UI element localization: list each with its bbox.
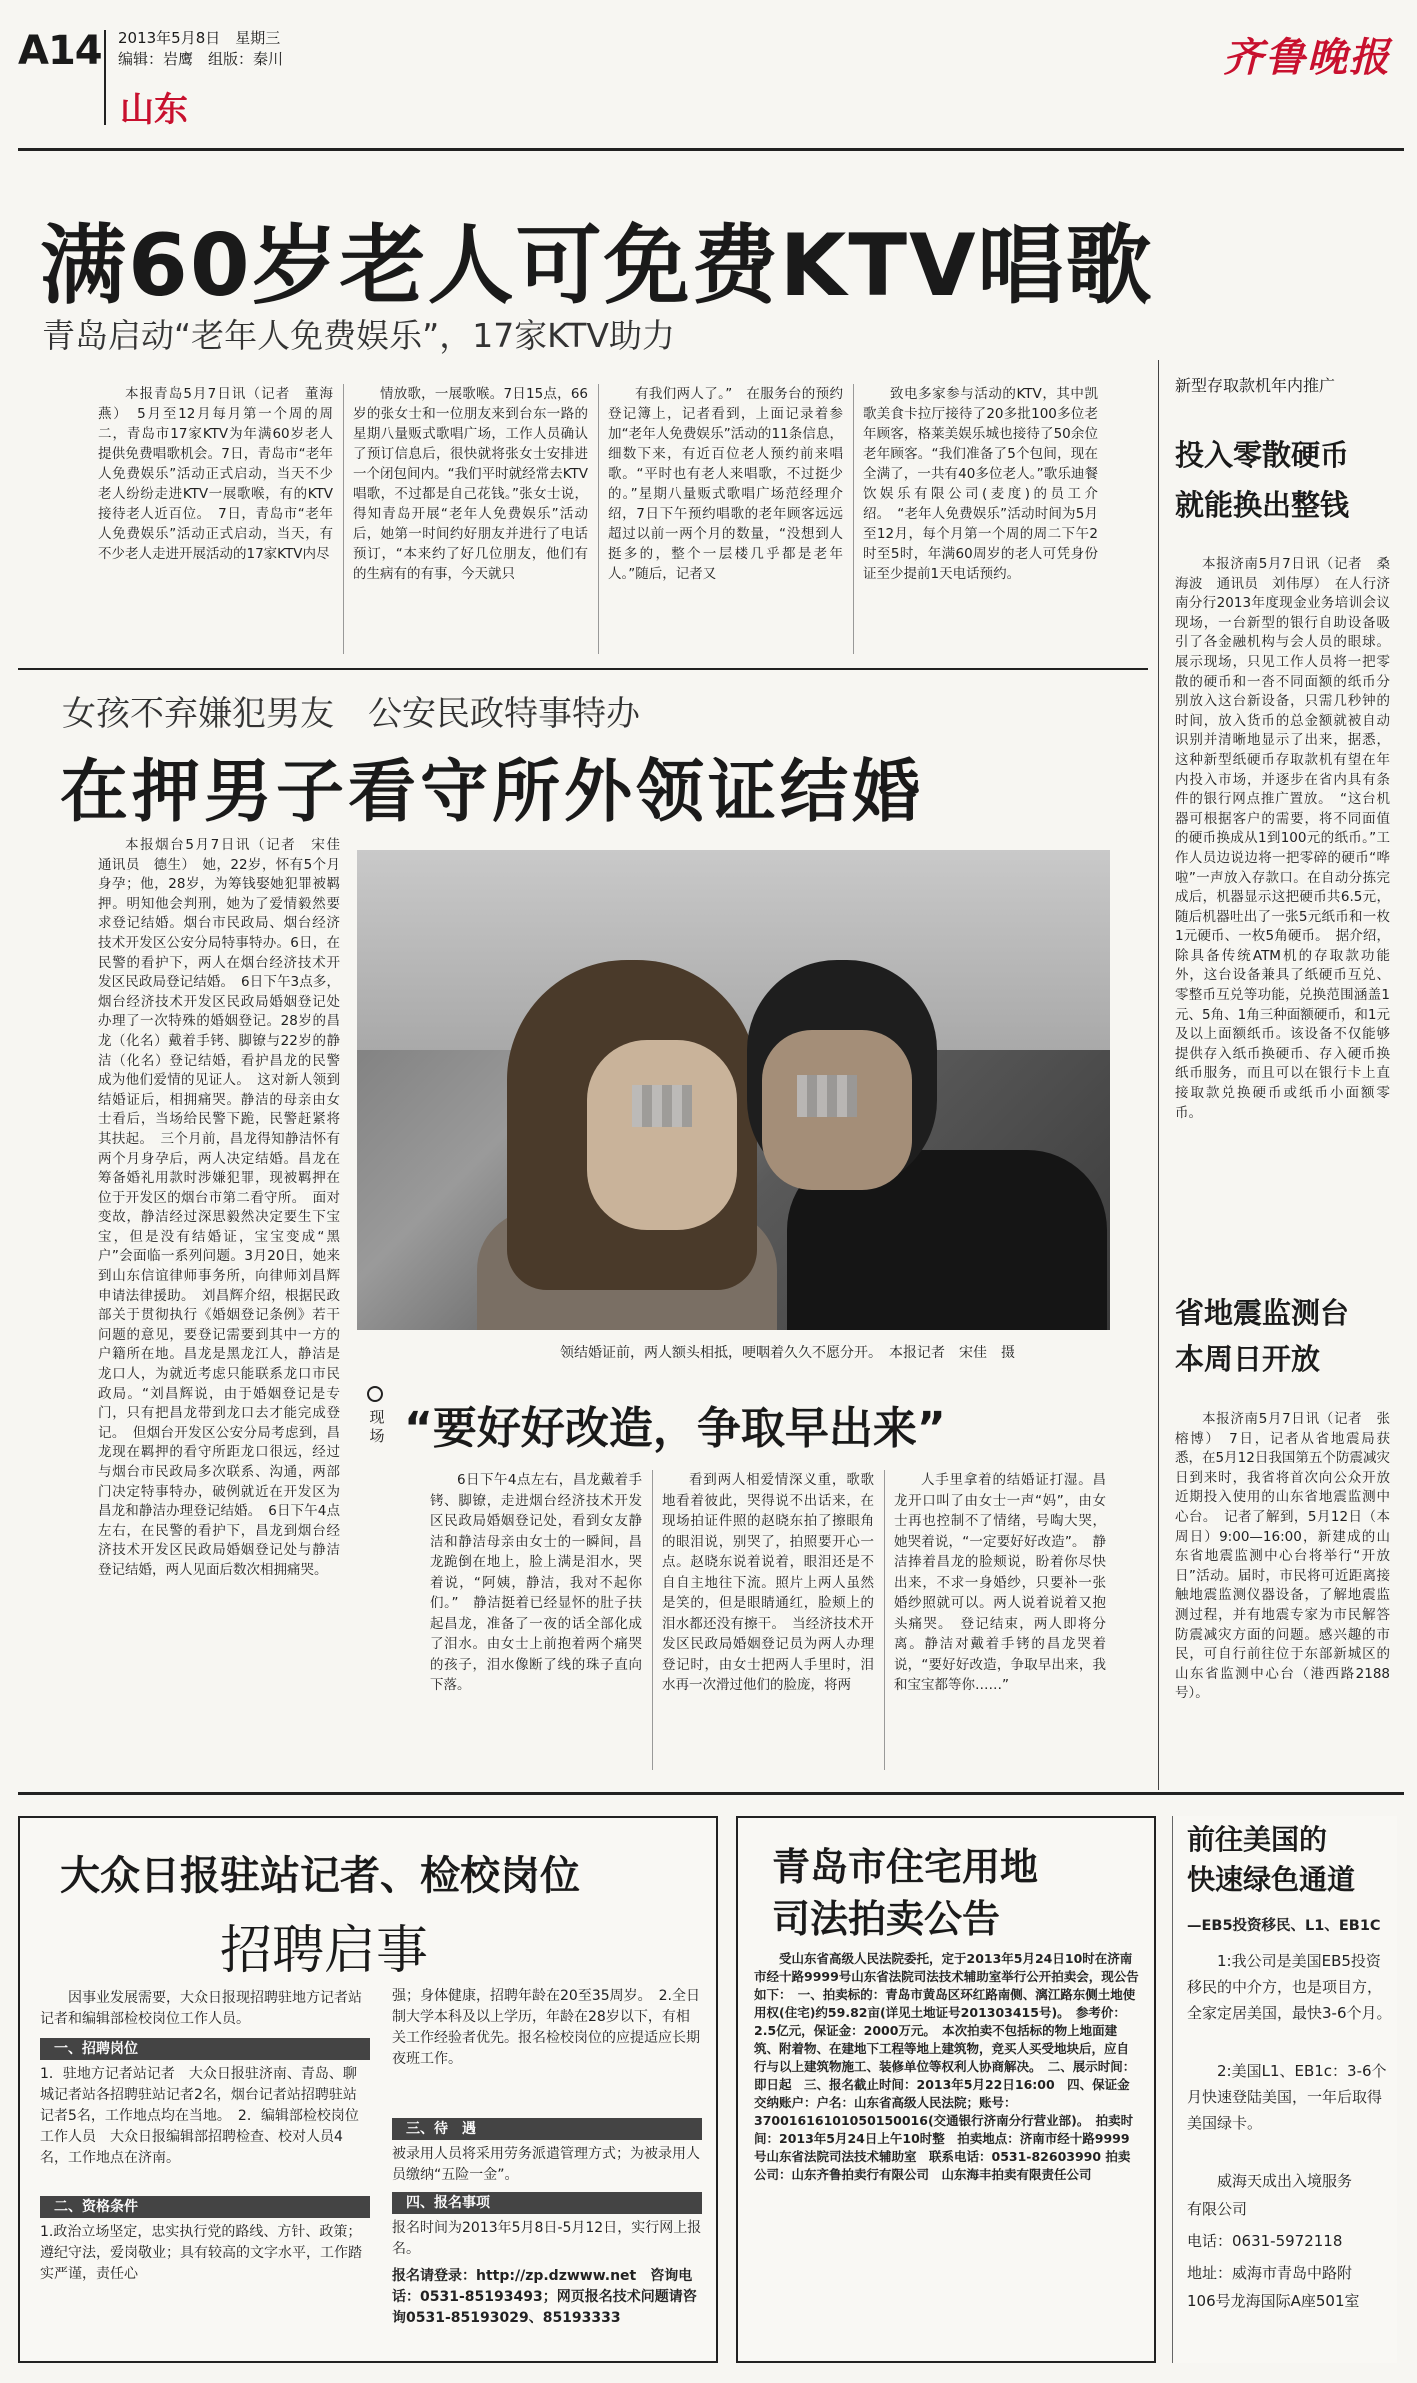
masthead-divider <box>104 30 106 125</box>
wedding-photo <box>357 850 1110 1330</box>
column-rule <box>652 1470 653 1770</box>
ad1-band-benefits: 三、待 遇 <box>392 2118 702 2140</box>
ad-auction-notice <box>736 1816 1156 2363</box>
lead-subhead: 青岛启动“老年人免费娱乐”，17家KTV助力 <box>42 316 675 355</box>
column-rule <box>598 384 599 654</box>
ad1-title: 大众日报驻站记者、检校岗位 <box>60 1853 580 1899</box>
face-mosaic <box>797 1075 857 1117</box>
lead-column-1: 本报青岛5月7日讯（记者 董海燕） 5月至12月每月第一个周的周二，青岛市17家KTV为年满60岁老人提供免费唱歌机会。7日，青岛市“老年人免费娱乐”活动正式启动，当天不少老人纷纷走进KTV一展歌喉，有的KTV接待老人近百位。 7日，青岛市“老年人免费娱乐”活动正式启动，当天，有不少老人走进开展活动的17家KTV内尽 <box>98 386 333 562</box>
ad1-band-qualifications: 二、资格条件 <box>40 2196 370 2218</box>
quote-column-1: 6日下午4点左右，昌龙戴着手铐、脚镣，走进烟台经济技术开发区民政局婚姻登记处，看到女友静洁和静洁母亲由女士的一瞬间，昌龙跪倒在地上，脸上满是泪水，哭着说，“阿姨，静洁，我对不起你们。” 静洁挺着已经显怀的肚子扶起昌龙，准备了一夜的话全部化成了泪水。由女士上前抱着两个痛哭的孩子，泪水像断了线的珠子直向下落。 <box>430 1472 642 1693</box>
sidebar-body-1: 本报济南5月7日讯（记者 桑海波 通讯员 刘伟厚） 在人行济南分行2013年度现金业务培训会议现场，一台新型的银行自助设备吸引了各金融机构与会人员的眼球。展示现场，只见工作人员将一把零散的硬币和一沓不同面额的纸币分别放入这台新设备，只需几秒钟的时间，放入货币的总金额就被自动识别并清晰地显示了出来，据悉，这种新型纸硬币存取款机有望在年内投入市场，并逐步在省内具有条件的银行网点推广置放。 “这台机器可根据客户的需要，将不同面值的硬币换成从1到100元的纸币。”工作人员边说边将一把零碎的硬币“哗啦”一声放入存款口。在自动分拣完成后，机器显示这把硬币共6.5元，随后机器吐出了一张5元纸币和一枚1元硬币、一枚5角硬币。 据介绍，除具备传统ATM机的存取款功能外，这台设备兼具了纸硬币互兑、零整币互兑等功能，兑换范围涵盖1元、5角、1角三种面额硬币，和1元及以上面额纸币。该设备不仅能够提供存入纸币换硬币、存入硬币换纸币服务，而且可以在银行卡上直接取款兑换硬币或纸币小面额零币。 <box>1175 556 1390 1121</box>
ad3-title-1: 前往美国的 <box>1187 1823 1328 1856</box>
ad1-qualifications-cont: 强；身体健康，招聘年龄在20至35周岁。 2.全日制大学本科及以上学历，年龄在28岁以下，有相关工作经验者优先。报名检校岗位的应提适应长期夜班工作。 <box>392 1988 700 2067</box>
photo-caption: 领结婚证前，两人额头相抵，哽咽着久久不愿分开。 本报记者 宋佳 摄 <box>560 1345 1015 1361</box>
newspaper-logo: 齐鲁晚报 <box>1223 34 1391 81</box>
ad-immigration <box>1172 1816 1397 2363</box>
ad3-address-1: 地址：威海市青岛中路附 <box>1187 2264 1353 2282</box>
quote-column-2: 看到两人相爱情深义重，歌歌地看着彼此，哭得说不出话来，在现场拍证件照的赵晓东拍了擦眼角的眼泪说，别哭了，拍照要开心一点。赵晓东说着说着，眼泪还是不自自主地往下流。照片上两人虽然是笑的，但是眼睛通红，脸颊上的泪水都还没有擦干。 当经济技术开发区民政局婚姻登记员为两人办理登记时，由女士把两人手里时，泪水再一次滑过他们的脸庞，将两 <box>662 1472 874 1693</box>
sidebar-kicker: 新型存取款机年内推广 <box>1175 376 1336 395</box>
story-divider <box>18 668 1148 670</box>
ad1-qualifications-text: 1.政治立场坚定，忠实执行党的路线、方针、政策；遵纪守法，爱岗敬业；具有较高的文字水平，工作踏实严谨，责任心 <box>40 2224 362 2282</box>
lead-headline: 满60岁老人可免费KTV唱歌 <box>40 216 1154 316</box>
lead-column-2: 情放歌，一展歌喉。7日15点，66岁的张女士和一位朋友来到台东一路的星期八量贩式歌唱广场，工作人员确认了预订信息后，很快就将张女士安排进一个闭包间内。“我们平时就经常去KTV唱歌，不过都是自己花钱。”张女士说，得知青岛开展“老年人免费娱乐”活动后，她第一时间约好朋友并进行了电话预订，“本来约了好几位朋友，他们有的生病有的有事，今天就只 <box>353 386 588 582</box>
ad3-tag: —EB5投资移民、L1、EB1C <box>1187 1918 1381 1934</box>
ad2-body: 受山东省高级人民法院委托，定于2013年5月24日10时在济南市经十路9999号山东省法院司法技术辅助室举行公开拍卖会，现公告如下： 一、拍卖标的：青岛市黄岛区环红路南侧、漓江路东侧土地使用权(住宅)约59.82亩(详见土地证号201303415号)。 参考价：2.5亿元，保证金：2000万元。 本次拍卖不包括标的物上地面建筑、附着物、在建地下工程等地上建筑物，竞买人买受地块后，应自行与以上建筑物施工、装修单位等权利人协商解决。 二、展示时间：即日起 三、报名截止时间：2013年5月22日16:00 四、保证金交纳账户：户名：山东省高级人民法院；账号：37001616101050150016(交通银行济南分行营业部)。 拍卖时间：2013年5月24日上午10时整 拍卖地点：济南市经十路9999号山东省法院司法技术辅助室 联系电话：0531-82603990 拍卖公司：山东齐鲁拍卖行有限公司 山东海丰拍卖有限责任公司 <box>754 1951 1139 2182</box>
top-rule <box>18 148 1404 151</box>
ad2-title-1: 青岛市住宅用地 <box>772 1845 1039 1889</box>
lead-column-4: 致电多家参与活动的KTV，其中凯歌美食卡拉厅接待了20多批100多位老年顾客，格莱美娱乐城也接待了50余位老年顾客。“我们准备了5个包间，现在全满了，一共有40多位老人。”歌乐迪餐饮娱乐有限公司(麦度)的员工介绍。 “老年人免费娱乐”活动时间为5月至12月，每个月第一个周的周二下午2时至5时，年满60周岁的老人可凭身份证至少提前1天电话预约。 <box>863 386 1098 582</box>
ad3-company-1: 威海天成出入境服务 <box>1217 2172 1353 2190</box>
face-mosaic <box>632 1085 692 1127</box>
column-rule <box>853 384 854 654</box>
sidebar-headline-3: 省地震监测台 <box>1175 1296 1350 1330</box>
ad1-band-positions: 一、招聘岗位 <box>40 2038 370 2060</box>
ad1-contact: 报名请登录：http://zp.dzwww.net 咨询电话：0531-85193493；网页报名技术问题请咨询0531-85193029、85193333 <box>392 2268 697 2326</box>
sidebar-rule <box>1158 360 1159 1790</box>
ad3-company-2: 有限公司 <box>1187 2200 1248 2218</box>
ad3-point-2: 2:美国L1、EB1c：3-6个月快速登陆美国，一年后取得美国绿卡。 <box>1187 2062 1387 2132</box>
ad3-address-2: 106号龙海国际A座501室 <box>1187 2292 1360 2310</box>
date-line: 2013年5月8日 星期三 <box>118 29 281 47</box>
sidebar-headline-4: 本周日开放 <box>1175 1342 1321 1376</box>
ad1-subtitle: 招聘启事 <box>220 1921 429 1981</box>
ad1-registration-text: 报名时间为2013年5月8日-5月12日，实行网上报名。 <box>392 2220 702 2257</box>
ad1-band-registration: 四、报名事项 <box>392 2192 702 2214</box>
quote-headline: “要好好改造，争取早出来” <box>404 1403 946 1454</box>
story2-headline: 在押男子看守所外领证结婚 <box>60 753 925 832</box>
ad-divider <box>18 1792 1404 1795</box>
ad-recruitment <box>18 1816 718 2363</box>
page-number: A14 <box>18 28 102 74</box>
sidebar-body-2: 本报济南5月7日讯（记者 张榕博） 7日，记者从省地震局获悉，在5月12日我国第五个防震减灾日到来时，我省将首次向公众开放近期投入使用的山东省地震监测中心台。 记者了解到，5月12日（本周日）9:00—16:00，新建成的山东省地震监测中心台将举行“开放日”活动。届时，市民将可近距离接触地震监测仪器设备，了解地震监测过程，并有地震专家为市民解答防震减灾方面的问题。感兴趣的市民，可自行前往位于东部新城区的山东省监测中心台（港西路2188号）。 <box>1175 1411 1390 1702</box>
issue-meta <box>118 28 283 70</box>
ad3-phone: 电话：0631-5972118 <box>1187 2232 1343 2250</box>
section-name: 山东 <box>120 90 188 130</box>
scene-marker-icon <box>367 1386 383 1402</box>
sidebar-headline-1: 投入零散硬币 <box>1175 438 1350 472</box>
column-rule <box>343 384 344 654</box>
lead-column-3: 有我们两人了。” 在服务台的预约登记簿上，记者看到，上面记录着参加“老年人免费娱乐”活动的11条信息，细数下来，有近百位老人预约前来唱歌。“平时也有老人来唱歌，不过挺少的。”星期八量贩式歌唱广场范经理介绍，7日下午预约唱歌的老年顾客远远超过以前一两个月的数量，“没想到人挺多的，整个一层楼几乎都是老年人。”随后，记者又 <box>608 386 843 582</box>
ad1-positions-text: 1．驻地方记者站记者 大众日报驻济南、青岛、聊城记者站各招聘驻站记者2名，烟台记者站招聘驻站记者5名，工作地点均在当地。 2．编辑部检校岗位工作人员 大众日报编辑部招聘检查、校对人员4名，工作地点在济南。 <box>40 2066 359 2166</box>
scene-label: 现场 <box>369 1408 385 1445</box>
column-rule <box>884 1470 885 1770</box>
ad1-benefits-text: 被录用人员将采用劳务派遣管理方式；为被录用人员缴纳“五险一金”。 <box>392 2146 700 2183</box>
ad1-intro: 因事业发展需要，大众日报现招聘驻地方记者站记者和编辑部检校岗位工作人员。 <box>40 1990 362 2027</box>
story2-column-1: 本报烟台5月7日讯（记者 宋佳 通讯员 德生） 她，22岁，怀有5个月身孕；他，28岁，为筹钱娶她犯罪被羁押。明知他会判刑，她为了爱情毅然要求登记结婚。烟台市民政局、烟台经济技术开发区公安分局特事特办。6日，在民警的看护下，两人在烟台经济技术开发区民政局登记结婚。 6日下午3点多，烟台经济技术开发区民政局婚姻登记处办理了一次特殊的婚姻登记。28岁的昌龙（化名）戴着手铐、脚镣与22岁的静洁（化名）登记结婚，看护昌龙的民警成为他们爱情的见证人。 这对新人领到结婚证后，相拥痛哭。静洁的母亲由女士看后，当场给民警下跪，民警赶紧将其扶起。 三个月前，昌龙得知静洁怀有两个月身孕后，两人决定结婚。昌龙在筹备婚礼用款时涉嫌犯罪，现被羁押在位于开发区的烟台市第二看守所。 面对变故，静洁经过深思毅然决定要生下宝宝，但是没有结婚证，宝宝变成“黑户”会面临一系列问题。3月20日，她来到山东信谊律师事务所，向律师刘昌辉申请法律援助。 刘昌辉介绍，根据民政部关于贯彻执行《婚姻登记条例》若干问题的意见，要登记需要到其中一方的户籍所在地。昌龙是黑龙江人，静洁是龙口人，为就近考虑只能联系龙口市民政局。“刘昌辉说，由于婚姻登记是专门，只有把昌龙带到龙口去才能完成登记。 但烟台开发区公安分局考虑到，昌龙现在羁押的看守所距龙口很远，经过与烟台市民政局多次联系、沟通，两部门决定特事特办，破例就近在开发区为昌龙和静洁办理登记结婚。 6日下午4点左右，在民警的看护下，昌龙到烟台经济技术开发区民政局婚姻登记处与静洁登记结婚，两人见面后数次相拥痛哭。 <box>98 837 354 1578</box>
editor-line: 编辑：岩鹰 组版：秦川 <box>118 50 284 68</box>
quote-column-3: 人手里拿着的结婚证打湿。昌龙开口叫了由女士一声“妈”，由女士再也控制不了情绪，号啕大哭，她哭着说，“一定要好好改造”。 静洁捧着昌龙的脸颊说，盼着你尽快出来，不求一身婚纱，只要补一张婚纱照就可以。两人说着说着又抱头痛哭。 登记结束，两人即将分离。静洁对戴着手铐的昌龙哭着说，“要好好改造，争取早出来，我和宝宝都等你……” <box>894 1472 1106 1693</box>
masthead <box>0 0 1417 150</box>
ad3-point-1: 1:我公司是美国EB5投资移民的中介方，也是项目方，全家定居美国，最快3-6个月。 <box>1187 1952 1392 2022</box>
ad3-title-2: 快速绿色通道 <box>1187 1863 1356 1896</box>
story2-kicker: 女孩不弃嫌犯男友 公安民政特事特办 <box>62 694 640 734</box>
sidebar-headline-2: 就能换出整钱 <box>1175 488 1350 522</box>
ad2-title-2: 司法拍卖公告 <box>772 1897 1001 1941</box>
